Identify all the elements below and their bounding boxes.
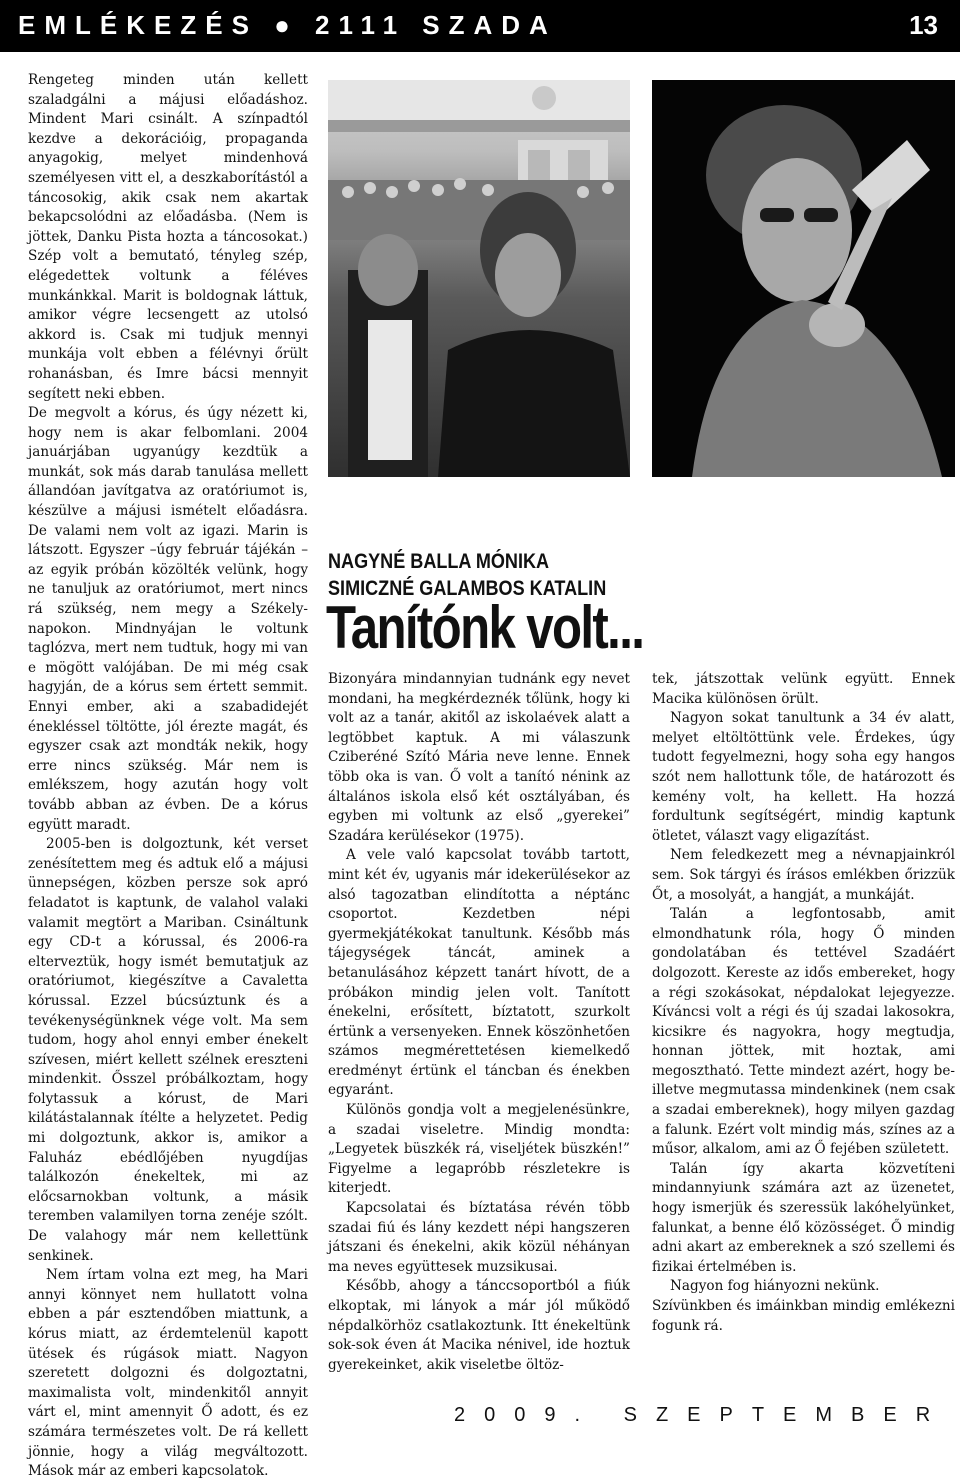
photo-woman-illustration [652, 80, 955, 477]
paragraph: Kapcsolatai és bíztatása révén több szadai fiú és lány kezdett népi hangszeren játszani és énekelni, akik közül néhányan ma neves együttesek muzsikusai. [328, 1200, 630, 1275]
paragraph: Nagyon sokat tanultunk a 34 év alatt, melyet eltöltöttünk vele. Érdekes, úgy tudott fegyelmezni, hogy soha egy hangos szót nem hallottunk tőle, de határozott és kemény volt, ha kellett. Ha hozzá fordultunk segítségért, mindig kaptunk ötletet, választ vagy eligazítást. [652, 710, 955, 844]
paragraph: De megvolt a kórus, és úgy nézett ki, hogy nem is akar felbomlani. 2004 januárjában ugyanúgy kezdtük a munkát, sok más darab tanulása mellett állandóan javítgatva az oratóriumot is, készülve a májusi ismételt előadásra. De valami nem volt az igazi. Marin is látszott. Egyszer –úgy február tájékán – az egyik próbán közölték velünk, hogy ne tanuljuk az oratóriumot, mert nincs rá szükség, nem megy a Székely-napokon. Mindnyájan le voltunk taglózva, mert nem tudtuk, hogy mi van e mögött valójában. De mi még csak hagyján, de a kórus sem értett semmit. Ennyi ember, aki a szabadidejét énekléssel töltötte, jól érezte magát, és egyszer csak azt mondták nekik, hogy erre nincs szükség. Már nem is emlékszem, hogy azután hogy volt tovább abban az évben. De a kórus együtt maradt. [28, 405, 308, 833]
photo-choir-illustration [328, 80, 630, 477]
photo-choir-performance [328, 80, 630, 477]
paragraph: Nem feledkezett meg a névnapjainkról sem. Sok tárgyi és írásos emlékben őrizzük Őt, a mosolyát, a hangját, a munkáját. [652, 847, 955, 903]
column-left [28, 71, 308, 1482]
author-name: SIMICZNÉ GALAMBOS KATALIN [328, 577, 607, 600]
paragraph: Szívünkben és imáinkban mindig emlékezni fogunk rá. [652, 1298, 955, 1334]
paragraph: Talán a legfontosabb, amit elmondhatunk róla, hogy Ő minden gondolatában és tettével Szadáért dolgozott. Kereste az idős embereket, hogy a régi szokásokat, népdalokat lejegyezze. Kíváncsi volt a régi és új szadai lakosokra, kicsikre és nagyokra, hogy megtudja, honnan jöttek, mit hoztak, ami megosztható. Tette mindezt azért, hogy be- illetve megmutassa mindenkinek (nem csak a szadai embereknek), hogy milyen gazdag a falunk. Ezért volt mindig más, színes az a műsor, alkalom, ami az Ő fejében született. [652, 906, 955, 1158]
paragraph: Bizonyára mindannyian tudnánk egy nevet mondani, ha megkérdeznék tőlünk, hogy ki volt az a tanár, akitől az iskolaévek alatt a legtöbbet kaptuk. A mi válaszunk Cziberéné Szító Mária neve lenne. Ennek több oka is van. Ő volt a tanító nénink az általános iskola első két osztályában, és egyben mi voltunk az első „gyerekei” Szadára kerülésekor (1975). [328, 671, 630, 844]
paragraph: Rengeteg minden után kellett szaladgálni a májusi előadáshoz. Mindent Mari csinált. A színpadtól kezdve a dekorációig, propaganda anyagokig, melyet mindenhová személyesen vitt el, a deszkaborítástól a táncosokig, akik csak nem akartak bekapcsolódni az előadásba. (Nem is jöttek, Danku Pista hozta a táncosokat.) Szép volt a bemutató, tényleg szép, elégedettek voltunk a féléves munkánkkal. Marit is boldognak láttuk, amikor végre lecsengett az utolsó akkord is. Csak mi tudjuk mennyi munkája volt ebben a félévnyi őrült rohanásban, és Imre bácsi mennyit segített neki ebben. [28, 72, 308, 402]
page-header [0, 0, 960, 52]
column-right [652, 670, 955, 1336]
article-title: Tanítónk volt... [326, 594, 644, 661]
photo-woman-with-torch [652, 80, 955, 477]
paragraph: Nagyon fog hiányozni nekünk. [670, 1278, 880, 1295]
paragraph: A vele való kapcsolat tovább tartott, mint két év, ugyanis már idekerülésekor az alsó tagozatban elindította a néptánc csoportot. Kezdetben népi gyermekjátékokat tanultunk. Később más tájegységek táncát, aminek a betanulásához képzett tanárt hívott, de a próbákon mindig jelen volt. Tanított énekelni, erősített, bíztatott, szurkolt értünk a versenyeken. Ennek köszönhetően számos megmérettetésen kiemelkedő eredményt értünk el táncban és énekben egyaránt. [328, 847, 630, 1099]
page-footer-date: 2009. SZEPTEMBER [454, 1404, 950, 1426]
column-middle [328, 670, 630, 1375]
paragraph: tek, játszottak velünk együtt. Ennek Macika különösen örült. [652, 671, 955, 707]
page-number: 13 [909, 10, 938, 40]
paragraph: Nem írtam volna ezt meg, ha Mari annyi könnyet nem hullatott volna ebben a pár esztendőben miattunk, a kórus miatt, az érdemtelenül kapott ütések és rúgások miatt. Nagyon szeretett dolgozni és dolgoztatni, maximalista volt, mindenkitől annyit várt el, mint amennyit Ő adott, és ez számára természetes volt. De rá kellett jönnie, hogy a világ megváltozott. Mások már az emberi kapcsolatok. [28, 1267, 308, 1480]
paragraph: Különös gondja volt a megjelenésünkre, a szadai viseletre. Mindig mondta: „Legyetek büszkék rá, viseljétek büszkén!” Figyelme a legapróbb részletekre is kiterjedt. [328, 1102, 630, 1197]
paragraph: 2005-ben is dolgoztunk, két verset zenésítettem meg és adtuk elő a májusi ünnepségen, közben persze sok apró feladatot is kaptunk, de valahol valaki valamit megtört a Mariban. Csináltunk egy CD-t a kórussal, és 2006-ra elterveztük, hogy ismét bemutatjuk az oratóriumot, kiegészítve a Cavaletta kórussal. Ezzel búcsúztunk és a tevékenységünknek vége volt. Ma sem tudom, hogy ahol ennyi ember énekelt szívesen, miért kellett szélnek ereszteni mindenkit. Ősszel próbálkoztam, hogy folytassuk a kórust, de Mari kilátástalannak ítélte a helyzetet. Pedig mi dolgoztunk, akkor is, amikor a Faluház ebédlőjében nyugdíjas találkozón énekeltek, mi az előcsarnokban voltunk, a másik teremben valamilyen torna zenéje szólt. De valahogy már nem kellettünk senkinek. [28, 836, 308, 1264]
author-name: NAGYNÉ BALLA MÓNIKA [328, 550, 550, 573]
paragraph: Később, ahogy a tánccsoportból a fiúk elkoptak, mi lányok a már jól működő népdalkörhöz csatlakoztunk. Itt énekeltünk sok-sok éven át Macika nénivel, ide hoztuk gyerekeinket, akik viseletbe öltöz- [328, 1278, 630, 1373]
paragraph: Talán így akarta közvetíteni mindannyiunk számára azt az üzenetet, hogy ismerjük és szeressük lakóhelyünket, falunkat, a benne élő közösséget. Ő mindig adni akart az embereknek a szó szellemi és fizikai értelmében is. [652, 1160, 955, 1275]
section-title: EMLÉKEZÉS ● 2111 SZADA [18, 10, 557, 40]
